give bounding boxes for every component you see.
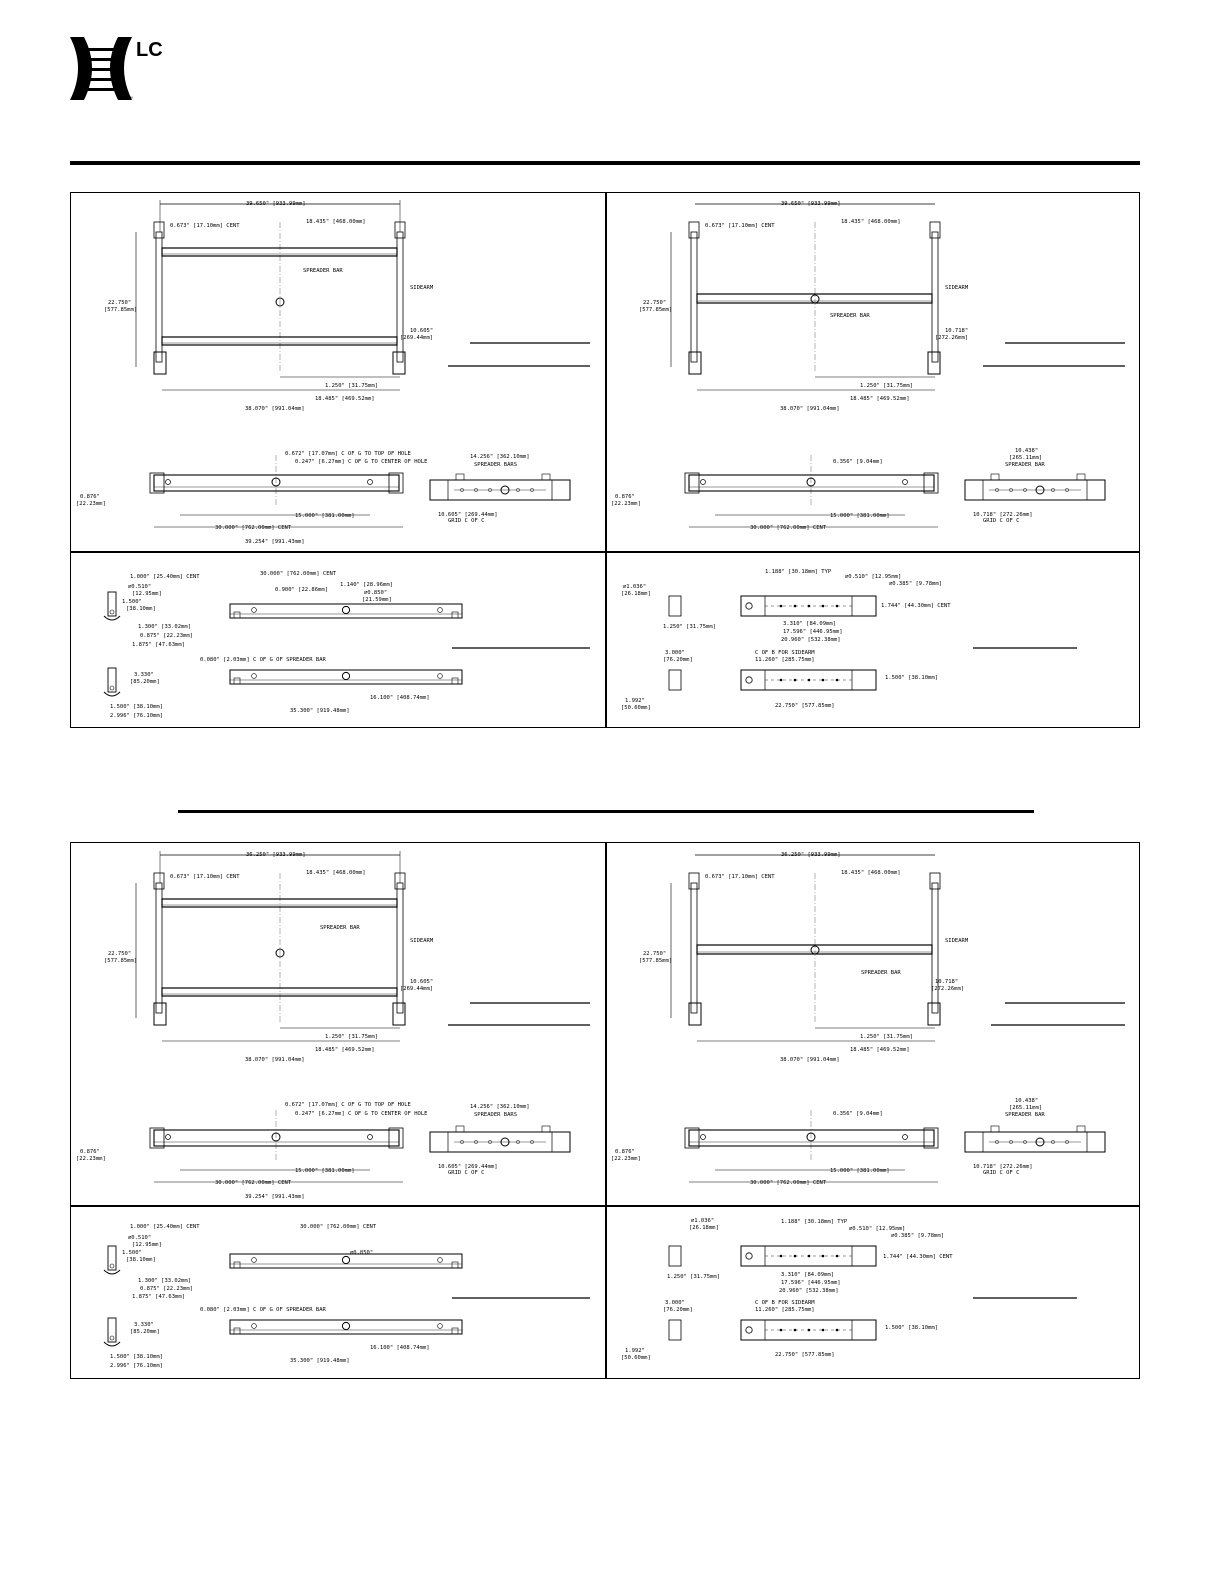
end-view-a-top <box>430 454 570 524</box>
dimension-label: 3.000" <box>665 1300 685 1306</box>
dimension-label: 1.744" [44.30mm] CENT <box>881 603 951 609</box>
dimension-label: 0.876" <box>80 494 100 500</box>
dimension-label: [21.59mm] <box>362 597 392 603</box>
dimension-label: 0.673" [17.10mm] CENT <box>705 874 775 880</box>
dimension-label: 10.718" [272.26mm] <box>973 512 1033 518</box>
dimension-label: 39.650" [933.99mm] <box>246 201 306 207</box>
dimension-label: SPREADER BARS <box>474 1112 518 1118</box>
detail-left-bottom <box>104 1224 590 1369</box>
dimension-label: 15.000" [381.00mm] <box>295 1168 355 1174</box>
plan-view-a-bottom <box>104 851 590 1063</box>
end-view-a-bottom <box>430 1104 570 1176</box>
dimension-label: 1.000" [25.40mm] CENT <box>130 1224 200 1230</box>
dimension-label: 1.250" [31.75mm] <box>860 1034 913 1040</box>
dimension-label: 11.260" [285.75mm] <box>755 657 815 663</box>
dimension-label: 18.485" [469.52mm] <box>850 396 910 402</box>
dimension-label: [272.26mm] <box>935 335 969 341</box>
dimension-label: 1.250" [31.75mm] <box>860 383 913 389</box>
dimension-label: [577.85mm] <box>639 307 673 313</box>
dimension-label: ⌀1.036" <box>623 584 647 590</box>
dimension-label: 18.435" [468.00mm] <box>841 870 901 876</box>
dimension-label: 0.673" [17.10mm] CENT <box>170 223 240 229</box>
dimension-label: 35.300" [919.48mm] <box>290 708 350 714</box>
side-view-a-top <box>76 451 427 545</box>
dimension-label: 1.140" [28.96mm] <box>340 582 393 588</box>
side-view-b-bottom <box>611 1110 938 1186</box>
dimension-label: SPREADER BAR <box>303 268 343 274</box>
dimension-label: [269.44mm] <box>400 335 434 341</box>
dimension-label: 0.673" [17.10mm] CENT <box>170 874 240 880</box>
dimension-label: 0.876" <box>615 494 635 500</box>
end-view-b-top <box>965 448 1105 524</box>
dimension-label: [38.10mm] <box>126 606 156 612</box>
dimension-label: 1.250" [31.75mm] <box>325 1034 378 1040</box>
end-view-b-bottom <box>965 1098 1105 1176</box>
dimension-label: ⌀0.850" <box>364 590 388 596</box>
dimension-label: 3.310" [84.09mm] <box>781 1272 834 1278</box>
dimension-label: 11.260" [285.75mm] <box>755 1307 815 1313</box>
dimension-label: 1.500" <box>122 599 142 605</box>
dimension-label: C OF B FOR SIDEARM <box>755 650 815 656</box>
dimension-label: 22.750" <box>108 300 132 306</box>
dimension-label: 0.672" [17.07mm] C OF G TO TOP OF HOLE <box>285 451 411 457</box>
dimension-label: [26.18mm] <box>621 591 651 597</box>
dimension-label: 10.605" <box>410 328 434 334</box>
dimension-label: 0.875" [22.23mm] <box>140 1286 193 1292</box>
dimension-label: 10.605" [269.44mm] <box>438 1164 498 1170</box>
dimension-label: 0.876" <box>80 1149 100 1155</box>
dimension-label: 0.900" [22.86mm] <box>275 587 328 593</box>
dimension-label: 18.435" [468.00mm] <box>841 219 901 225</box>
dimension-label: 3.330" <box>134 672 154 678</box>
dimension-label: ⌀0.385" [9.78mm] <box>891 1233 944 1239</box>
dimension-label: SIDEARM <box>945 285 969 291</box>
dimension-label: 16.100" [408.74mm] <box>370 695 430 701</box>
dimension-label: SPREADER BAR <box>861 970 901 976</box>
dimension-label: [85.20mm] <box>130 679 160 685</box>
dimension-label: 10.438" <box>1015 1098 1039 1104</box>
dimension-label: GRID C OF C <box>448 518 485 524</box>
dimension-label: [22.23mm] <box>611 501 641 507</box>
dimension-label: 1.875" [47.63mm] <box>132 642 185 648</box>
dimension-label: 10.438" <box>1015 448 1039 454</box>
dimension-label: 38.070" [991.04mm] <box>245 1057 305 1063</box>
dimension-label: 1.500" [38.10mm] <box>110 1354 163 1360</box>
dimension-label: 16.100" [408.74mm] <box>370 1345 430 1351</box>
dimension-label: [272.26mm] <box>931 986 965 992</box>
dimension-label: 1.250" [31.75mm] <box>325 383 378 389</box>
dimension-label: 30.000" [762.00mm] CENT <box>750 1180 827 1186</box>
side-view-b-top <box>611 455 938 531</box>
dimension-label: 14.256" [362.10mm] <box>470 1104 530 1110</box>
dimension-label: ⌀0.850" <box>350 1250 374 1256</box>
dimension-label: ⌀0.510" [12.95mm] <box>849 1226 906 1232</box>
dimension-label: 18.435" [468.00mm] <box>306 219 366 225</box>
dimension-label: [269.44mm] <box>400 986 434 992</box>
dimension-label: [50.60mm] <box>621 1355 651 1361</box>
dimension-label: 1.500" <box>122 1250 142 1256</box>
dimension-label: 39.254" [991.43mm] <box>245 1194 305 1200</box>
dimension-label: SPREADER BAR <box>1005 1112 1045 1118</box>
dimension-label: 36.250" [933.99mm] <box>246 852 306 858</box>
dimension-label: 18.485" [469.52mm] <box>315 396 375 402</box>
dimension-label: 3.310" [84.09mm] <box>783 621 836 627</box>
dimension-label: 3.000" <box>665 650 685 656</box>
dimension-label: 1.188" [30.18mm] TYP <box>781 1219 848 1225</box>
dimension-label: 17.596" [446.95mm] <box>781 1280 841 1286</box>
dimension-label: [22.23mm] <box>611 1156 641 1162</box>
dimension-label: ⌀0.385" [9.78mm] <box>889 581 942 587</box>
dimension-label: 10.605" <box>410 979 434 985</box>
dimension-label: 30.000" [762.00mm] CENT <box>215 525 292 531</box>
dimension-label: 2.996" [76.10mm] <box>110 1363 163 1369</box>
dimension-label: 30.000" [762.00mm] CENT <box>215 1180 292 1186</box>
dimension-label: 20.960" [532.38mm] <box>779 1288 839 1294</box>
dimension-label: 10.718" <box>935 979 959 985</box>
detail-left-top <box>104 571 590 719</box>
dimension-label: 15.000" [381.00mm] <box>830 1168 890 1174</box>
dimension-label: [265.11mm] <box>1009 1105 1043 1111</box>
dimension-label: 18.485" [469.52mm] <box>315 1047 375 1053</box>
dimension-label: GRID C OF C <box>448 1170 485 1176</box>
plan-view-a-top <box>104 200 590 412</box>
dimension-label: GRID C OF C <box>983 518 1020 524</box>
dimension-label: SPREADER BAR <box>320 925 360 931</box>
dimension-label: 1.000" [25.40mm] CENT <box>130 574 200 580</box>
dimension-label: 0.356" [9.04mm] <box>833 1111 883 1117</box>
dimension-label: [76.20mm] <box>663 657 693 663</box>
dimension-label: ⌀1.036" <box>691 1218 715 1224</box>
dimension-label: 0.673" [17.10mm] CENT <box>705 223 775 229</box>
dimension-label: 0.247" [6.27mm] C OF G TO CENTER OF HOLE <box>295 459 428 465</box>
dimension-label: [12.95mm] <box>132 1242 162 1248</box>
dimension-label: 3.330" <box>134 1322 154 1328</box>
dimension-label: 0.672" [17.07mm] C OF G TO TOP OF HOLE <box>285 1102 411 1108</box>
dimension-label: 15.000" [381.00mm] <box>830 513 890 519</box>
dimension-label: 1.250" [31.75mm] <box>667 1274 720 1280</box>
dimension-label: SIDEARM <box>410 285 434 291</box>
dimension-label: 38.070" [991.04mm] <box>245 406 305 412</box>
dimension-label: SPREADER BAR <box>830 313 870 319</box>
dimension-label: 2.996" [76.10mm] <box>110 713 163 719</box>
dimension-label: [577.85mm] <box>104 307 138 313</box>
dimension-label: 1.250" [31.75mm] <box>663 624 716 630</box>
dimension-label: [265.11mm] <box>1009 455 1043 461</box>
dimension-label: SIDEARM <box>410 938 434 944</box>
detail-right-top <box>621 569 1077 711</box>
dimension-label: 10.718" [272.26mm] <box>973 1164 1033 1170</box>
dimension-label: 1.992" <box>625 1348 645 1354</box>
dimension-label: 0.247" [6.27mm] C OF G TO CENTER OF HOLE <box>295 1111 428 1117</box>
dimension-label: C OF B FOR SIDEARM <box>755 1300 815 1306</box>
detail-right-bottom <box>621 1218 1077 1361</box>
dimension-label: 30.000" [762.00mm] CENT <box>750 525 827 531</box>
dimension-label: 1.300" [33.02mm] <box>138 1278 191 1284</box>
dimension-label: GRID C OF C <box>983 1170 1020 1176</box>
dimension-label: SPREADER BAR <box>1005 462 1045 468</box>
dimension-label: 1.500" [38.10mm] <box>885 675 938 681</box>
dimension-label: 18.485" [469.52mm] <box>850 1047 910 1053</box>
dimension-label: 1.500" [38.10mm] <box>885 1325 938 1331</box>
dimension-label: [22.23mm] <box>76 1156 106 1162</box>
logo-letters: LC <box>136 39 163 61</box>
dimension-label: SPREADER BARS <box>474 462 518 468</box>
dimension-label: 22.750" <box>643 300 667 306</box>
dimension-label: 10.718" <box>945 328 969 334</box>
logo-tm: ™ <box>128 96 133 102</box>
dimension-label: 22.750" [577.85mm] <box>775 1352 835 1358</box>
dimension-label: 10.605" [269.44mm] <box>438 512 498 518</box>
dimension-label: 1.875" [47.63mm] <box>132 1294 185 1300</box>
dimension-label: ⌀0.510" <box>128 1235 152 1241</box>
dimension-label: 18.435" [468.00mm] <box>306 870 366 876</box>
dimension-label: [38.10mm] <box>126 1257 156 1263</box>
dimension-label: [22.23mm] <box>76 501 106 507</box>
plan-view-b-bottom <box>639 852 1125 1063</box>
dimension-label: 1.300" [33.02mm] <box>138 624 191 630</box>
dimension-label: 0.875" [22.23mm] <box>140 633 193 639</box>
dimension-label: 36.250" [933.99mm] <box>781 852 841 858</box>
dimension-label: 39.254" [991.43mm] <box>245 539 305 545</box>
dimension-label: 1.744" [44.30mm] CENT <box>883 1254 953 1260</box>
dimension-label: [12.95mm] <box>132 591 162 597</box>
dimension-label: 0.080" [2.03mm] C OF G OF SPREADER BAR <box>200 1307 326 1313</box>
dimension-label: [577.85mm] <box>104 958 138 964</box>
dimension-label: 39.650" [933.99mm] <box>781 201 841 207</box>
dimension-label: 38.070" [991.04mm] <box>780 1057 840 1063</box>
dimension-label: 22.750" <box>108 951 132 957</box>
dimension-label: SIDEARM <box>945 938 969 944</box>
dimension-label: ⌀0.510" <box>128 584 152 590</box>
dimension-label: 30.000" [762.00mm] CENT <box>260 571 337 577</box>
dimension-label: 30.000" [762.00mm] CENT <box>300 1224 377 1230</box>
dimension-label: [26.18mm] <box>689 1225 719 1231</box>
dimension-label: 0.080" [2.03mm] C OF G OF SPREADER BAR <box>200 657 326 663</box>
dimension-label: 1.188" [30.18mm] TYP <box>765 569 832 575</box>
dimension-label: 15.000" [381.00mm] <box>295 513 355 519</box>
dimension-label: 1.500" [38.10mm] <box>110 704 163 710</box>
dimension-label: 0.876" <box>615 1149 635 1155</box>
side-view-a-bottom <box>76 1102 427 1200</box>
dimension-label: ⌀0.510" [12.95mm] <box>845 574 902 580</box>
dimension-label: 38.070" [991.04mm] <box>780 406 840 412</box>
dimension-label: [85.20mm] <box>130 1329 160 1335</box>
dimension-label: 0.356" [9.04mm] <box>833 459 883 465</box>
dimension-label: [577.85mm] <box>639 958 673 964</box>
plan-view-b-top <box>639 201 1125 412</box>
dimension-label: 17.596" [446.95mm] <box>783 629 843 635</box>
dimension-label: 35.300" [919.48mm] <box>290 1358 350 1364</box>
dimension-label: 22.750" <box>643 951 667 957</box>
dimension-label: 22.750" [577.85mm] <box>775 703 835 709</box>
dimension-label: 14.256" [362.10mm] <box>470 454 530 460</box>
dimension-label: [76.20mm] <box>663 1307 693 1313</box>
dimension-label: 1.992" <box>625 698 645 704</box>
dimension-label: [50.60mm] <box>621 705 651 711</box>
dimension-label: 20.960" [532.38mm] <box>781 637 841 643</box>
